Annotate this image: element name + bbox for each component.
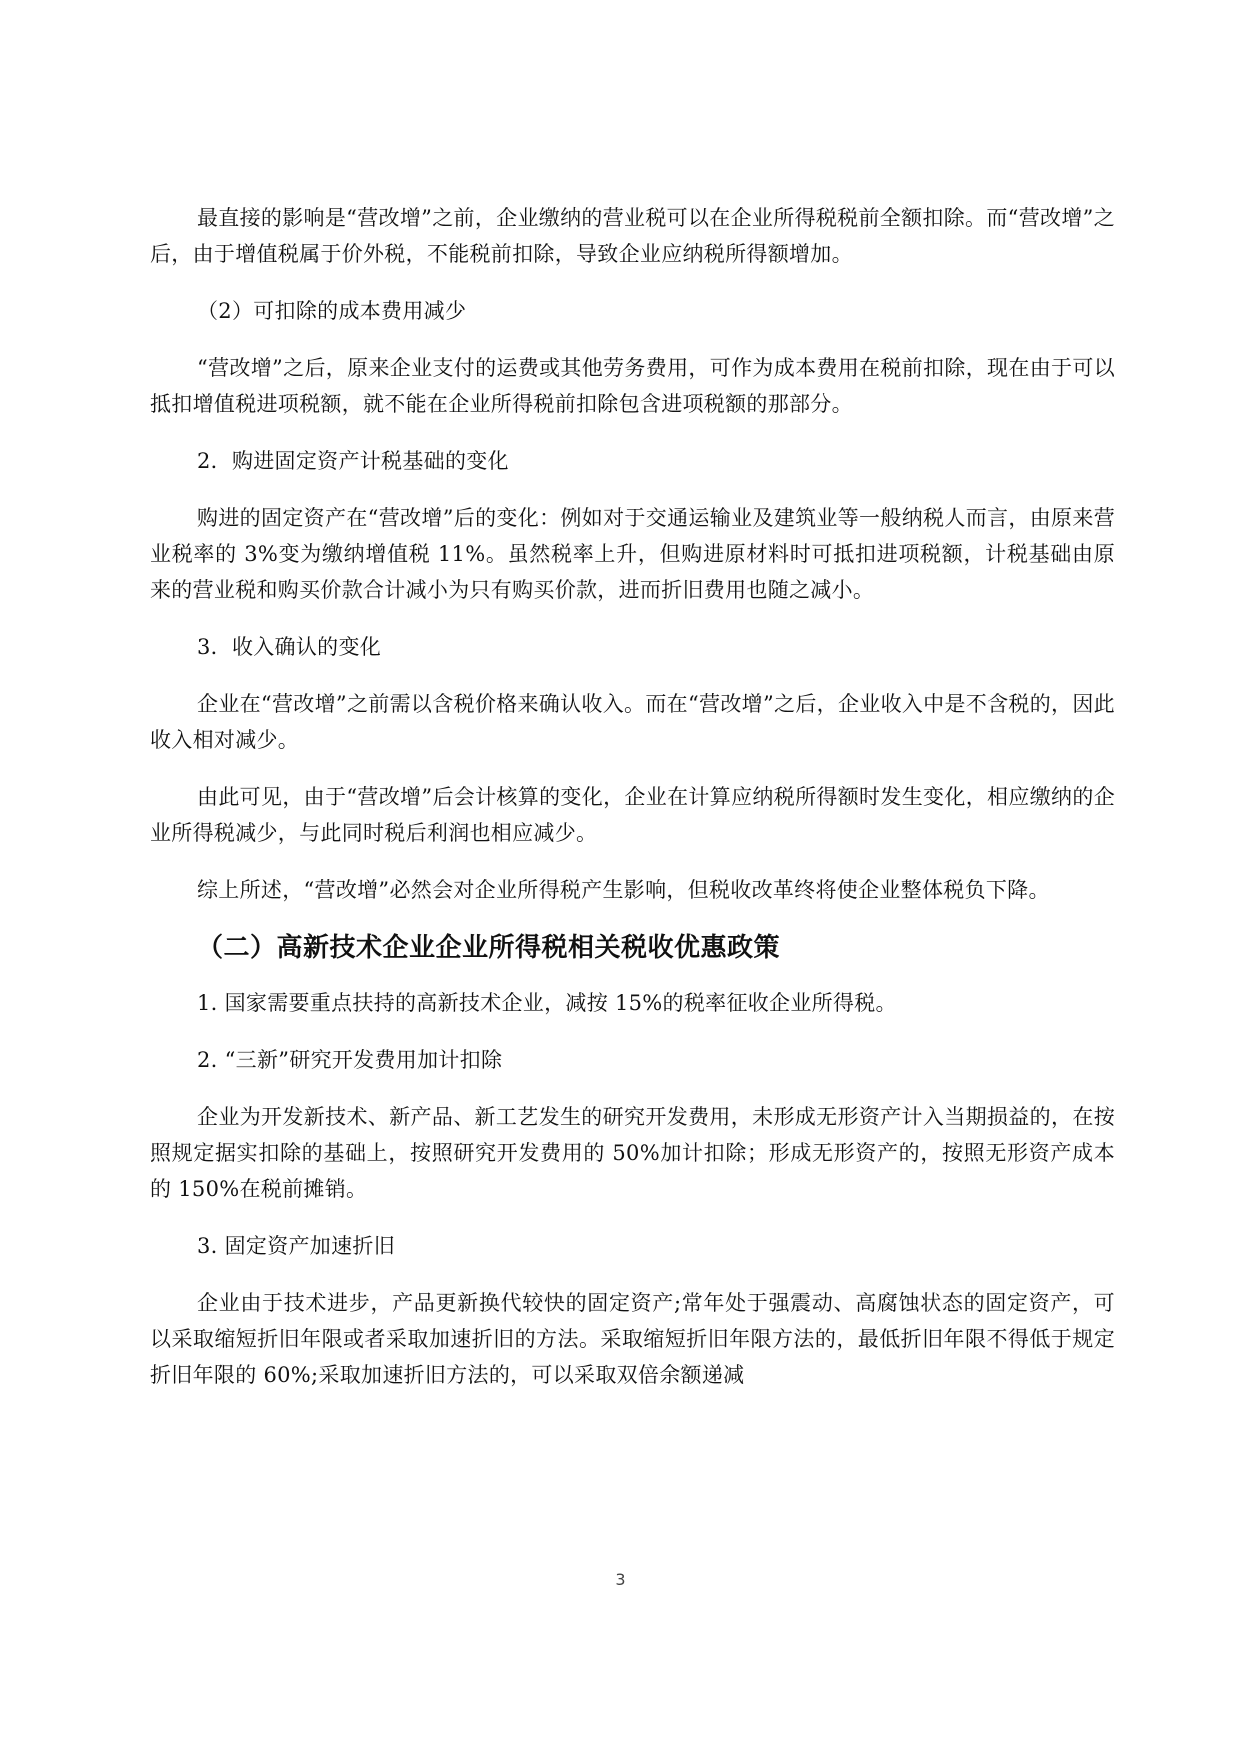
subheading-deductible-costs: （2）可扣除的成本费用减少 — [197, 299, 467, 323]
paragraph-direct-impact: 最直接的影响是“营改增”之前，企业缴纳的营业税可以在企业所得税税前全额扣除。而“营改增”之后，由于增值税属于价外税，不能税前扣除，导致企业应纳税所得额增加。 — [150, 206, 1115, 266]
section-heading-high-tech: （二）高新技术企业企业所得税相关税收优惠政策 — [197, 933, 781, 963]
paragraph-conclusion-accounting: 由此可见，由于“营改增”后会计核算的变化，企业在计算应纳税所得额时发生变化，相应缴纳的企业所得税减少，与此同时税后利润也相应减少。 — [150, 785, 1115, 845]
paragraph-deductible-costs: “营改增”之后，原来企业支付的运费或其他劳务费用，可作为成本费用在税前扣除，现在由于可以抵扣增值税进项税额，就不能在企业所得税前扣除包含进项税额的那部分。 — [150, 356, 1115, 416]
subheading-fixed-assets-basis: 2．购进固定资产计税基础的变化 — [197, 449, 509, 473]
paragraph-fixed-assets-basis: 购进的固定资产在“营改增”后的变化：例如对于交通运输业及建筑业等一般纳税人而言，由原来营业税率的 3%变为缴纳增值税 11%。虽然税率上升，但购进原材料时可抵扣进项税额，计税基础由原来的营业税和购买价款合计减小为只有购买价款，进而折旧费用也随之减小。 — [150, 506, 1115, 602]
paragraph-rd-deduction: 企业为开发新技术、新产品、新工艺发生的研究开发费用，未形成无形资产计入当期损益的，在按照规定据实扣除的基础上，按照研究开发费用的 50%加计扣除；形成无形资产的，按照无形资产成本的 150%在税前摊销。 — [150, 1105, 1115, 1201]
paragraph-revenue-recognition: 企业在“营改增”之前需以含税价格来确认收入。而在“营改增”之后，企业收入中是不含税的，因此收入相对减少。 — [150, 692, 1115, 752]
subheading-revenue-recognition: 3．收入确认的变化 — [197, 635, 382, 659]
paragraph-high-tech-rate: 1. 国家需要重点扶持的高新技术企业，减按 15%的税率征收企业所得税。 — [197, 991, 897, 1015]
page-content — [150, 200, 1115, 1414]
subheading-rd-deduction: 2. “三新”研究开发费用加计扣除 — [197, 1048, 503, 1072]
page-number: 3 — [615, 1570, 626, 1589]
paragraph-summary: 综上所述，“营改增”必然会对企业所得税产生影响，但税收改革终将使企业整体税负下降。 — [197, 878, 1050, 902]
subheading-accelerated-depreciation: 3. 固定资产加速折旧 — [197, 1234, 396, 1258]
paragraph-accelerated-depreciation: 企业由于技术进步，产品更新换代较快的固定资产;常年处于强震动、高腐蚀状态的固定资产，可以采取缩短折旧年限或者采取加速折旧的方法。采取缩短折旧年限方法的，最低折旧年限不得低于规定折旧年限的 60%;采取加速折旧方法的，可以采取双倍余额递减 — [150, 1291, 1115, 1387]
